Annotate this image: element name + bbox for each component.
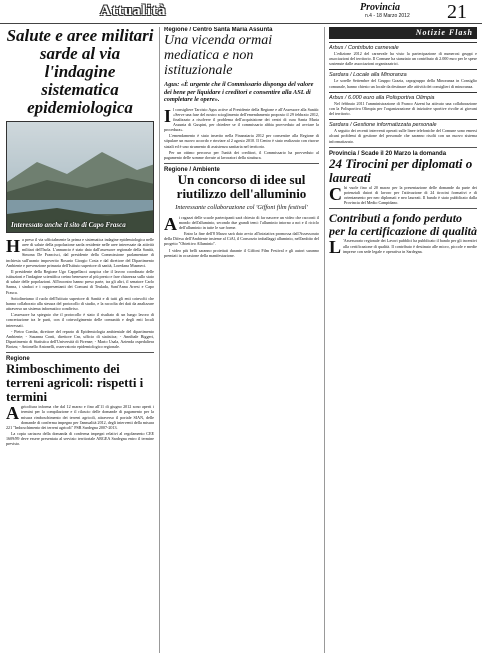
brief-kicker: Sardara / Gestione informatizzata personale — [329, 119, 477, 128]
brief-body — [329, 128, 477, 143]
paragraph: i ragazzi delle scuole partecipanti sarà chiesto di far nascere un video che racconti il mondo dell'alluminio, secondo due grandi temi: l'alluminio intorno a noi e il riciclo dell'alluminio in tutte le sue forme. — [179, 214, 319, 230]
drop-cap: A — [164, 213, 177, 234]
paragraph: gricoltura informa che dal 12 marzo e fino all'11 di giugno 2012 sono aperti i termini per la compilazione e il rilascio delle domande di pagamento per la misura rimboschimento dei terreni agricoli, attraverso il portale SIAN, delle domande di conferma impegno per l'annualità 2012, degli interventi della misura 221 "Imboschimento dei terreni agricoli" PSR Sardegna 2007-2013. — [6, 404, 154, 430]
article-headline: Rimboschimento dei terreni agricoli: rispetti i termini — [6, 361, 144, 405]
drop-cap: L — [329, 237, 342, 258]
drop-cap: A — [6, 403, 19, 424]
paragraph: hi vuole fino al 20 marzo per la presentazione delle domande da parte dei potenziali datori di lavoro per l'attivazione di 24 tirocini formativi e di orientamento per neo diplomati e neo laureati. Il bando è stato pubblicato dalla Provincia del Medio Campidano. — [344, 184, 477, 206]
drop-cap: C — [329, 183, 342, 204]
paragraph: Le sorelle Settembre del Gruppo Grazia, capogruppo della Minoranza in Consiglio comunale, hanno chiesto un locale da destinare alle attività dei consiglieri di minoranza. — [329, 78, 477, 89]
column-divider — [159, 27, 160, 653]
brief-kicker: Arbus / 6.000 euro alla Polisportiva Olimpia — [329, 92, 477, 101]
section-title: Attualità — [100, 3, 167, 19]
column-left — [6, 27, 154, 653]
paragraph: Entro la fine dell'8 Marzo sarà dato avvio all'iniziativa promossa dall'Assessorato della Difesa dell'Ambiente insieme al CiAl, il Consorzio imballaggi alluminio, nell'ambito del progetto "Obiettivo Alluminio". — [164, 231, 319, 247]
divider — [329, 147, 477, 148]
article-headline: Una vicenda ormai mediatica e non istituzionale — [164, 33, 273, 78]
coastal-landscape-image — [7, 122, 154, 233]
paragraph: L'emendamento è stato inserito nella Finanziaria 2012 per consentire alla Regione di stipulare un nuovo accordo e rinviare al 2 agosto 2010. Il Centro è stato realizzato con risorse statali ed è uno strumento di assistenza sanitaria nel territorio. — [164, 133, 319, 149]
article-kicker: Regione / Centro Santa Maria Assunta — [164, 27, 273, 33]
paragraph: Il presidente della Regione Ugo Cappellacci auspica che il lavoro coordinato delle istituzioni e l'indagine scientifica creino benessere al più presto e fare chiarezza sullo stato di salute delle popolazioni. All'incontro hanno preso parte, tra gli altri, il senatore Carlo Sanna, i sindaci e i rappresentanti dei Comuni di Teulada, Sant'Anna Arresi e Capo Frasca. — [6, 268, 154, 295]
paragraph: L'edizione 2012 del carnevale ha visto la partecipazione di numerosi gruppi e associazioni del territorio. Il Comune ha stanziato un contributo di 2.000 euro per le spese sostenute dalle associazioni organizzatrici. — [329, 51, 477, 67]
paragraph: a preso il via ufficialmente la prima e sistematica indagine epidemiologica nelle aree di salute della popolazione sarda residente nelle aree interessate da attività militari dell'Isola. L'annuncio è stato dato dall'assessore regionale della Sanità, Simona De Francisci, dal presidente della Commissione parlamentare di inchiesta sull'uranio impoverito Rosario Giorgio Costa e dal direttore del Dipartimento Ambiente e prevenzione primaria dell'Istituto superiore di sanità, Loredana Musmeci. — [6, 237, 154, 268]
article-kicker: Provincia / Scade il 20 Marzo la domanda — [329, 150, 447, 157]
drop-cap: H — [6, 236, 21, 256]
photo-caption: Interessato anche il sito di Capo Frasca — [11, 221, 126, 229]
paragraph: La copia cartacea della domanda di conferma impegni relativi al regolamento CEE 1609/89 deve essere presentata al servizio territoriale ARGEA Sardegna entro il termine previsto. — [6, 431, 154, 447]
column-center — [164, 27, 319, 653]
brief-kicker: Arbus / Contributo carnevale — [329, 42, 477, 51]
paragraph: Nel febbraio 2011 l'amministrazione di Franco Atzeni ha attivato una collaborazione con la Polisportiva Olimpia per l'organizzazione di iniziative sportive rivolte ai giovani del territorio. — [329, 100, 477, 117]
page-header — [0, 0, 482, 24]
paragraph: l consigliere Tarcisio Agus active al Presidente della Regione e all'Assessore alla Sanità: «Serve una fase del nostro scioglimento dell'emendamento proposto il 29 febbraio 2012, finalizzato a risolvere il problema dell'acquisizione dei centri di cura Santa Maria Assunta di Guspini, per chiedere se il commissario abbia provveduto ad avviare la procedura». — [164, 106, 319, 133]
paragraph: A seguito dei recenti interventi operati sulle linee telefoniche del Comune sono emersi alcuni problemi di gestione del personale che saranno risolti con un nuovo sistema informatizzato. — [329, 128, 477, 144]
brief-body — [329, 51, 477, 66]
paragraph: Per un ottimo percorso per l'unità dei creditori, il Commissario ha provveduto al pagamento delle somme dovute ai lavoratori della struttura. — [164, 149, 319, 160]
paragraph: L'assessore ha spiegato che il protocollo è stato il risultato di un lungo lavoro di concertazione tra le parti, con il coinvolgimento delle comunità e degli enti locali interessati. — [6, 312, 154, 328]
issue-date: n.4 - 18 Marzo 2012 — [365, 13, 410, 19]
article-headline: Contributi a fondo perduto per la certificazione di qualità — [329, 211, 477, 239]
article-headline: Salute e aree militari sarde al via l'indagine sistematica epidemiologica — [6, 27, 154, 117]
column-divider — [324, 27, 325, 653]
page-number: 21 — [447, 1, 467, 23]
divider — [6, 352, 154, 353]
article-headline: Un concorso di idee sul riutilizzo dell'alluminio — [176, 172, 307, 202]
article-body — [6, 404, 154, 446]
paragraph: Sottolineiamo il ruolo dell'Istituto superiore di Sanità e di tutti gli enti coinvolti che hanno collaborato alla stesura del protocollo di studio, e la raccolta dei dati da analizzare attraverso un sistema informatico condiviso. — [6, 295, 154, 312]
article-photo — [6, 121, 154, 233]
brief-kicker: Sardara / Locale alla Minoranza — [329, 69, 477, 78]
article-headline: 24 Tirocini per diplomati o laureati — [329, 155, 473, 185]
paragraph: I video più belli saranno proiettati durante il Giffoni Film Festival e gli autori saranno premiati in occasione della manifestazione. — [164, 247, 319, 258]
news-flash-banner: Notizie Flash — [329, 27, 477, 39]
article-subtitle: Interessante collaborazione col 'Giffoni film festival' — [175, 204, 308, 212]
article-body — [329, 237, 477, 258]
divider — [164, 163, 319, 164]
article-kicker: Regione / Ambiente — [164, 167, 220, 174]
paragraph: 'Assessorato regionale dei Lavori pubblici ha pubblicato il bando per gli incentivi alla certificazione di qualità. Il contributo è destinato alle micro, piccole e medie imprese con sede legale e operativa in Sardegna. — [343, 238, 477, 254]
article-body — [329, 185, 477, 206]
brief-body — [329, 78, 477, 88]
divider — [329, 208, 477, 209]
article-body — [6, 237, 154, 349]
drop-cap: I — [164, 105, 172, 126]
paragraph: - Pietro Comba, direttore del reparto di Epidemiologia ambientale del dipartimento Ambiente; - Susanna Conti, direttore Cnr, ufficio di statistica; - Annibale Biggeri, Dipartimento di Statistica dell'Università di Firenze; - Mario Usala, Azienda ospedaliera Brotzu; - Antonello Antonelli, osservatorio epidemiologico regionale. — [6, 328, 154, 350]
article-body — [164, 215, 319, 258]
article-kicker: Regione — [6, 356, 30, 363]
article-lead: Agus: «È urgente che il Commissario disponga del valore dei bene per liquidare i creditori e consentire alla ASL di completare le opere». — [164, 81, 314, 103]
brief-body — [329, 101, 477, 116]
article-body — [164, 107, 319, 161]
column-right — [329, 27, 477, 653]
brand-logo: Provincia — [360, 2, 400, 13]
